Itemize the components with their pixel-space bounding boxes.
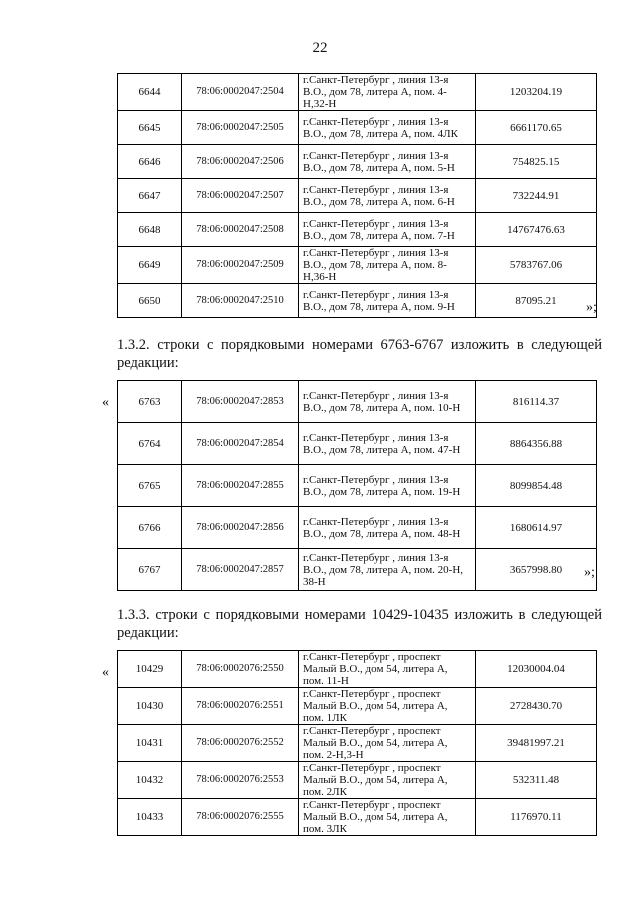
- address-cell: г.Санкт-Петербург , проспект Малый В.О., дом 54, литера А, пом. 3ЛК: [299, 799, 476, 836]
- table-row: [118, 507, 597, 549]
- address-cell: г.Санкт-Петербург , линия 13-я В.О., дом 78, литера А, пом. 6-Н: [299, 179, 476, 213]
- registry-table-1: [117, 73, 597, 318]
- page-number: 22: [312, 40, 328, 56]
- address-cell: г.Санкт-Петербург , линия 13-я В.О., дом 78, литера А, пом. 10-Н: [299, 381, 476, 423]
- table-row: [118, 799, 597, 836]
- row-number-cell: 10432: [118, 762, 182, 799]
- row-number-cell: 6650: [118, 284, 182, 318]
- paragraph-line: 1.3.2. строки с порядковыми номерами 6763-6767 изложить в следующей: [117, 337, 602, 353]
- cadastral-number-cell: 78:06:0002047:2855: [182, 465, 299, 507]
- row-number-cell: 6767: [118, 549, 182, 591]
- address-cell: г.Санкт-Петербург , линия 13-я В.О., дом 78, литера А, пом. 7-Н: [299, 213, 476, 247]
- row-number-cell: 10433: [118, 799, 182, 836]
- paragraph-1-3-3: [117, 606, 602, 642]
- address-cell: г.Санкт-Петербург , линия 13-я В.О., дом 78, литера А, пом. 19-Н: [299, 465, 476, 507]
- cadastral-value-cell: 14767476.63: [476, 213, 597, 247]
- address-cell: г.Санкт-Петербург , проспект Малый В.О., дом 54, литера А, пом. 2-Н,3-Н: [299, 725, 476, 762]
- registry-table-2: [117, 380, 597, 591]
- opening-quote-mark: «: [102, 395, 109, 410]
- cadastral-value-cell: 87095.21: [476, 284, 597, 318]
- row-number-cell: 6647: [118, 179, 182, 213]
- cadastral-number-cell: 78:06:0002047:2506: [182, 145, 299, 179]
- row-number-cell: 10430: [118, 688, 182, 725]
- opening-quote-mark: «: [102, 665, 109, 680]
- cadastral-number-cell: 78:06:0002076:2552: [182, 725, 299, 762]
- address-cell: г.Санкт-Петербург , линия 13-я В.О., дом 78, литера А, пом. 4ЛК: [299, 111, 476, 145]
- row-number-cell: 6766: [118, 507, 182, 549]
- row-number-cell: 10431: [118, 725, 182, 762]
- address-cell: г.Санкт-Петербург , линия 13-я В.О., дом 78, литера А, пом. 20-Н, 38-Н: [299, 549, 476, 591]
- cadastral-value-cell: 532311.48: [476, 762, 597, 799]
- row-number-cell: 6763: [118, 381, 182, 423]
- cadastral-value-cell: 1176970.11: [476, 799, 597, 836]
- table-row: [118, 111, 597, 145]
- closing-quote-mark: »;: [584, 565, 595, 580]
- address-cell: г.Санкт-Петербург , линия 13-я В.О., дом 78, литера А, пом. 8-Н,36-Н: [299, 247, 476, 284]
- table-row: [118, 213, 597, 247]
- cadastral-number-cell: 78:06:0002047:2508: [182, 213, 299, 247]
- table-row: [118, 381, 597, 423]
- cadastral-number-cell: 78:06:0002076:2555: [182, 799, 299, 836]
- row-number-cell: 6644: [118, 74, 182, 111]
- cadastral-number-cell: 78:06:0002076:2553: [182, 762, 299, 799]
- cadastral-value-cell: 732244.91: [476, 179, 597, 213]
- table-row: [118, 762, 597, 799]
- row-number-cell: 10429: [118, 651, 182, 688]
- cadastral-value-cell: 1680614.97: [476, 507, 597, 549]
- cadastral-number-cell: 78:06:0002047:2854: [182, 423, 299, 465]
- cadastral-value-cell: 754825.15: [476, 145, 597, 179]
- address-cell: г.Санкт-Петербург , проспект Малый В.О., дом 54, литера А, пом. 11-Н: [299, 651, 476, 688]
- registry-table-3: [117, 650, 597, 836]
- cadastral-value-cell: 6661170.65: [476, 111, 597, 145]
- cadastral-number-cell: 78:06:0002047:2505: [182, 111, 299, 145]
- table-row: [118, 284, 597, 318]
- cadastral-value-cell: 2728430.70: [476, 688, 597, 725]
- cadastral-number-cell: 78:06:0002047:2504: [182, 74, 299, 111]
- cadastral-number-cell: 78:06:0002047:2510: [182, 284, 299, 318]
- table-row: [118, 74, 597, 111]
- row-number-cell: 6648: [118, 213, 182, 247]
- table-row: [118, 465, 597, 507]
- address-cell: г.Санкт-Петербург , линия 13-я В.О., дом 78, литера А, пом. 47-Н: [299, 423, 476, 465]
- row-number-cell: 6645: [118, 111, 182, 145]
- cadastral-value-cell: 39481997.21: [476, 725, 597, 762]
- cadastral-value-cell: 8099854.48: [476, 465, 597, 507]
- address-cell: г.Санкт-Петербург , проспект Малый В.О., дом 54, литера А, пом. 1ЛК: [299, 688, 476, 725]
- cadastral-number-cell: 78:06:0002076:2550: [182, 651, 299, 688]
- table-row: [118, 423, 597, 465]
- address-cell: г.Санкт-Петербург , линия 13-я В.О., дом 78, литера А, пом. 4-Н,32-Н: [299, 74, 476, 111]
- address-cell: г.Санкт-Петербург , линия 13-я В.О., дом 78, литера А, пом. 9-Н: [299, 284, 476, 318]
- row-number-cell: 6646: [118, 145, 182, 179]
- cadastral-number-cell: 78:06:0002076:2551: [182, 688, 299, 725]
- row-number-cell: 6764: [118, 423, 182, 465]
- address-cell: г.Санкт-Петербург , линия 13-я В.О., дом 78, литера А, пом. 5-Н: [299, 145, 476, 179]
- table-row: [118, 688, 597, 725]
- paragraph-line: редакции:: [117, 625, 179, 641]
- table-row: [118, 549, 597, 591]
- address-cell: г.Санкт-Петербург , линия 13-я В.О., дом 78, литера А, пом. 48-Н: [299, 507, 476, 549]
- cadastral-value-cell: 1203204.19: [476, 74, 597, 111]
- row-number-cell: 6649: [118, 247, 182, 284]
- cadastral-number-cell: 78:06:0002047:2856: [182, 507, 299, 549]
- cadastral-value-cell: 12030004.04: [476, 651, 597, 688]
- cadastral-value-cell: 8864356.88: [476, 423, 597, 465]
- paragraph-line: 1.3.3. строки с порядковыми номерами 10429-10435 изложить в следующей: [117, 607, 602, 623]
- closing-quote-mark: »;: [586, 300, 597, 315]
- cadastral-value-cell: 816114.37: [476, 381, 597, 423]
- table-row: [118, 725, 597, 762]
- cadastral-number-cell: 78:06:0002047:2857: [182, 549, 299, 591]
- paragraph-line: редакции:: [117, 355, 179, 371]
- table-row: [118, 179, 597, 213]
- address-cell: г.Санкт-Петербург , проспект Малый В.О., дом 54, литера А, пом. 2ЛК: [299, 762, 476, 799]
- table-row: [118, 651, 597, 688]
- row-number-cell: 6765: [118, 465, 182, 507]
- cadastral-number-cell: 78:06:0002047:2507: [182, 179, 299, 213]
- paragraph-1-3-2: [117, 336, 602, 372]
- cadastral-value-cell: 3657998.80: [476, 549, 597, 591]
- cadastral-number-cell: 78:06:0002047:2509: [182, 247, 299, 284]
- cadastral-number-cell: 78:06:0002047:2853: [182, 381, 299, 423]
- cadastral-value-cell: 5783767.06: [476, 247, 597, 284]
- table-row: [118, 145, 597, 179]
- table-row: [118, 247, 597, 284]
